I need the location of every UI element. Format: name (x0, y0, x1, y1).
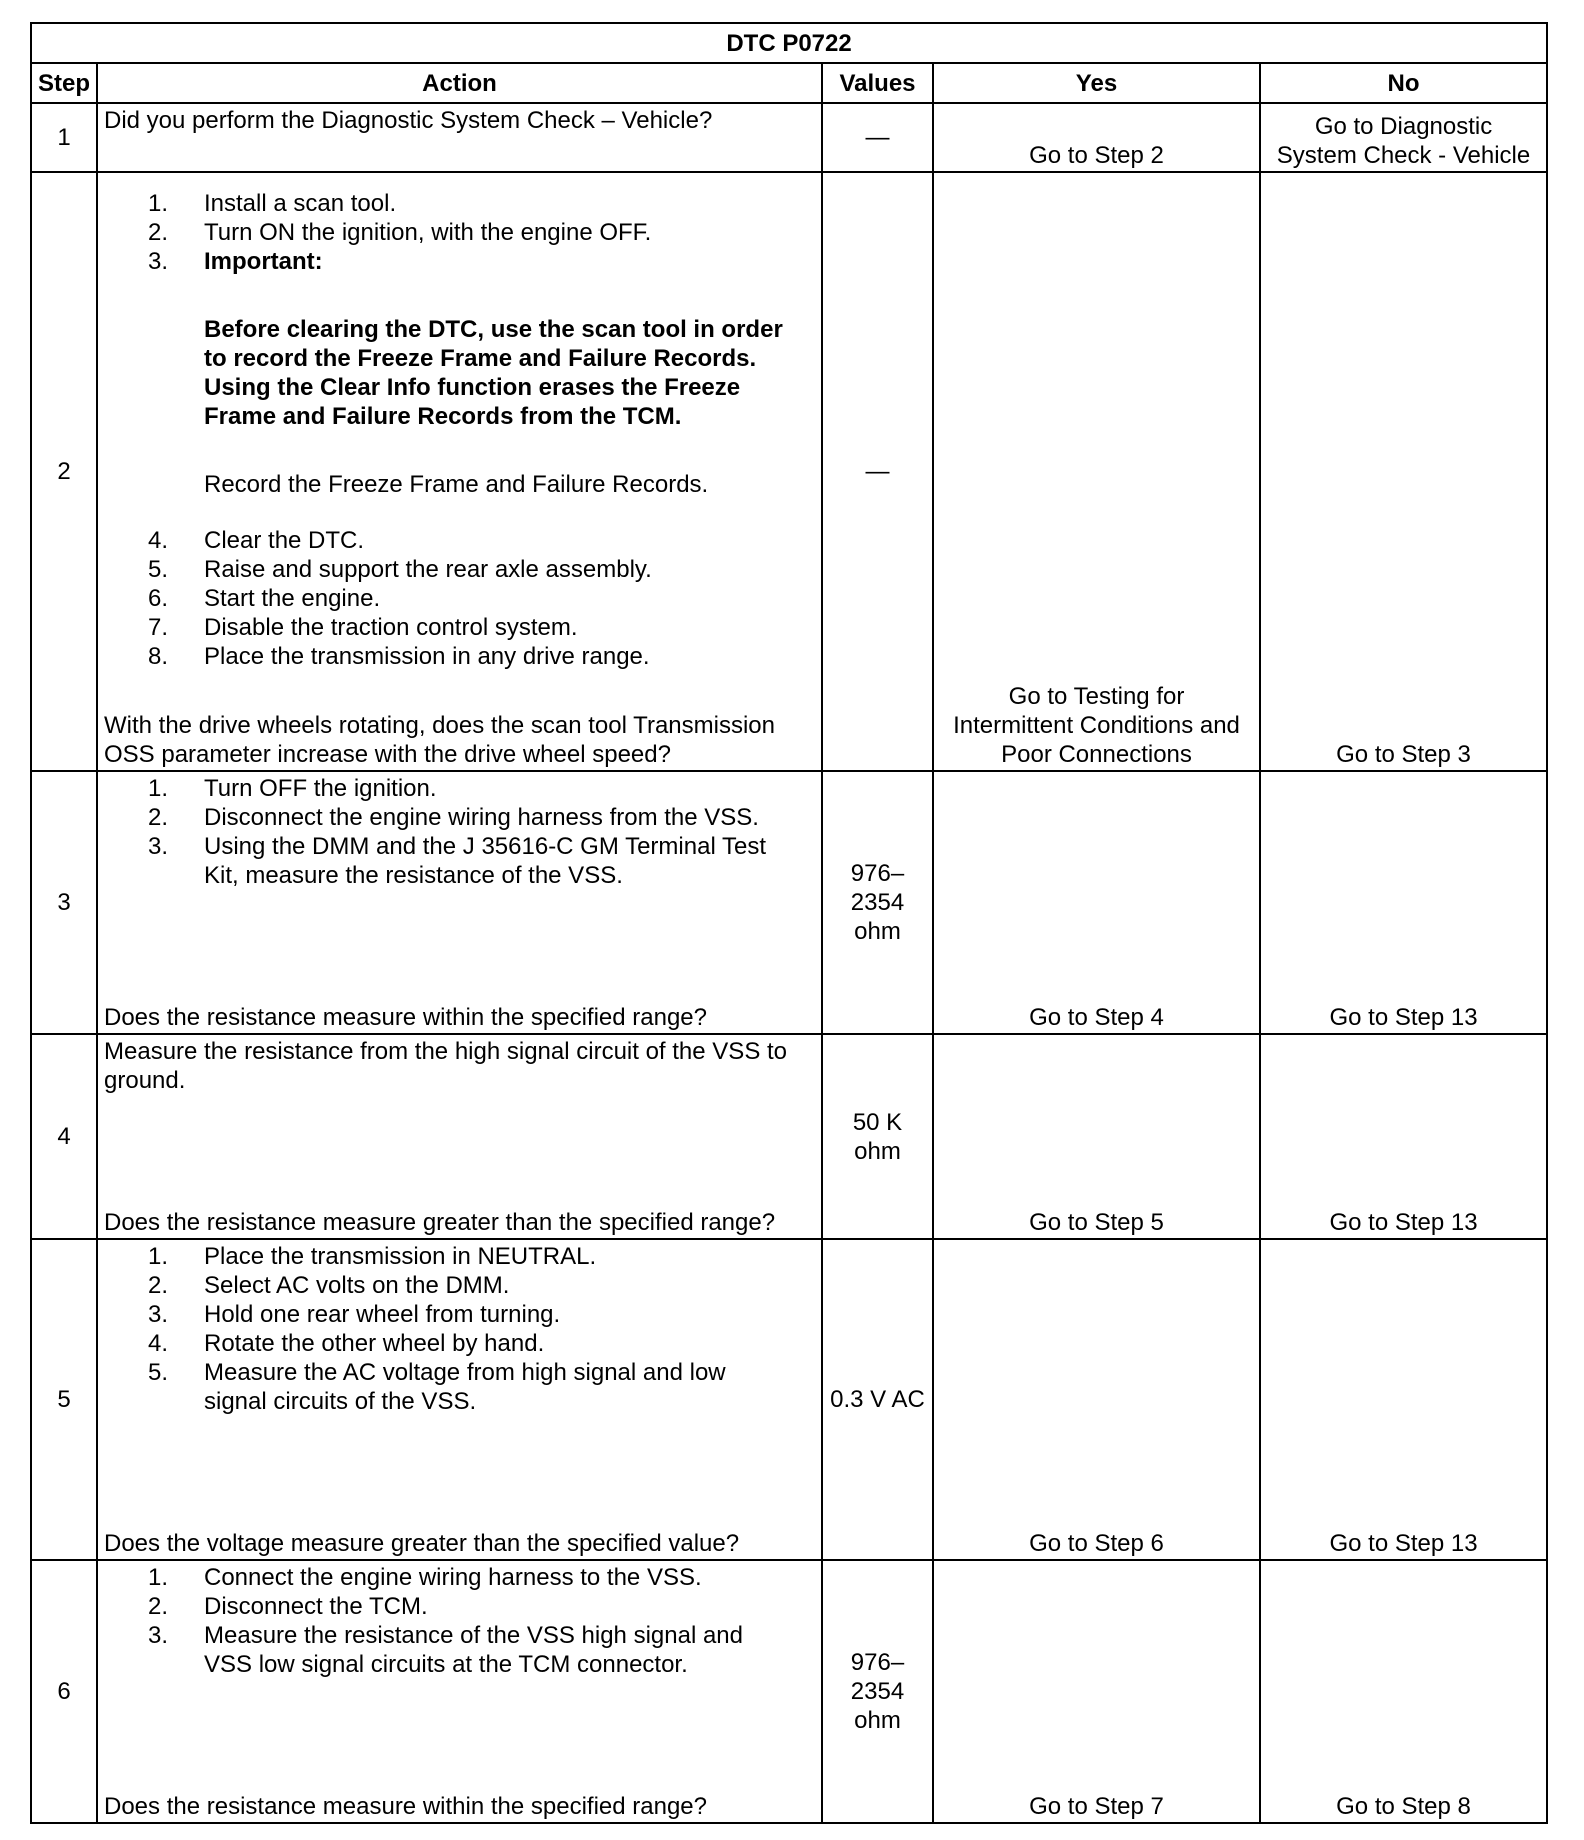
step-number: 3 (31, 771, 97, 1034)
question-text: Does the resistance measure within the specified range? (104, 1793, 707, 1820)
yes-cell: Go to Testing for Intermittent Conditions and Poor Connections (933, 172, 1260, 771)
list-item: 2. Disconnect the TCM. (147, 1593, 428, 1620)
list-item: 4. Clear the DTC. (147, 527, 365, 554)
step-list (104, 774, 815, 890)
no-cell: Go to Step 13 (1260, 1034, 1547, 1239)
table-row (31, 1239, 1547, 1560)
instruction-text: Measure the resistance from the high signal circuit of the VSS to ground. (104, 1038, 788, 1094)
list-item: 1. Turn OFF the ignition. (147, 775, 437, 802)
step-number: 1 (31, 103, 97, 172)
no-cell: Go to Step 13 (1260, 1239, 1547, 1560)
yes-cell: Go to Step 6 (933, 1239, 1260, 1560)
yes-cell: Go to Step 7 (933, 1560, 1260, 1823)
header-no: No (1260, 63, 1547, 103)
yes-cell: Go to Step 2 (933, 103, 1260, 172)
step-list (104, 189, 815, 276)
table-row (31, 771, 1547, 1034)
important-note: Before clearing the DTC, use the scan tool in order to record the Freeze Frame and Failure Records. Using the Clear Info function erases the Freeze Frame and Failure Records from the TCM. (204, 316, 783, 430)
question-text: Does the voltage measure greater than the specified value? (104, 1530, 740, 1557)
list-item: 1. Place the transmission in NEUTRAL. (147, 1243, 597, 1270)
yes-cell: Go to Step 4 (933, 771, 1260, 1034)
no-cell: Go to Step 13 (1260, 771, 1547, 1034)
action-cell (97, 172, 822, 771)
yes-cell: Go to Step 5 (933, 1034, 1260, 1239)
question-text: With the drive wheels rotating, does the scan tool Transmission OSS parameter increase with the drive wheel speed? (104, 712, 775, 768)
list-item: 3. Hold one rear wheel from turning. (147, 1301, 561, 1328)
no-cell: Go to Step 3 (1260, 172, 1547, 771)
list-item: 3. Using the DMM and the J 35616-C GM Terminal Test Kit, measure the resistance of the VSS. (147, 833, 767, 889)
list-item: 4. Rotate the other wheel by hand. (147, 1330, 545, 1357)
list-item: 8. Place the transmission in any drive range. (147, 643, 650, 670)
value-cell: — (822, 172, 933, 771)
header-values: Values (822, 63, 933, 103)
list-item: 3. Important: (147, 248, 323, 275)
step-list (104, 526, 815, 671)
title-row (31, 23, 1547, 63)
list-item: 2. Disconnect the engine wiring harness from the VSS. (147, 804, 759, 831)
list-item: 2. Turn ON the ignition, with the engine OFF. (147, 219, 652, 246)
no-cell: Go to Step 8 (1260, 1560, 1547, 1823)
action-cell (97, 1034, 822, 1239)
question-text: Does the resistance measure greater than the specified range? (104, 1209, 776, 1236)
step-number: 2 (31, 172, 97, 771)
list-item: 6. Start the engine. (147, 585, 381, 612)
no-line: System Check - Vehicle (1276, 142, 1531, 169)
list-item: 1. Connect the engine wiring harness to the VSS. (147, 1564, 702, 1591)
action-cell (97, 1239, 822, 1560)
table-row (31, 172, 1547, 771)
table-row (31, 1560, 1547, 1823)
value-cell: 0.3 V AC (822, 1239, 933, 1560)
table-row (31, 1034, 1547, 1239)
no-line: Go to Diagnostic (1314, 113, 1493, 140)
header-step: Step (31, 63, 97, 103)
value-cell: 50 K ohm (822, 1034, 933, 1239)
step-number: 6 (31, 1560, 97, 1823)
question-text: Does the resistance measure within the specified range? (104, 1004, 707, 1031)
action-cell (97, 103, 822, 172)
action-cell (97, 771, 822, 1034)
table-title: DTC P0722 (31, 23, 1547, 63)
step-number: 5 (31, 1239, 97, 1560)
list-item: 1. Install a scan tool. (147, 190, 397, 217)
table-row (31, 103, 1547, 172)
step-list (104, 1563, 815, 1679)
list-item: 3. Measure the resistance of the VSS high signal and VSS low signal circuits at the TCM connector. (147, 1622, 743, 1678)
header-action: Action (97, 63, 822, 103)
question-text: Did you perform the Diagnostic System Check – Vehicle? (104, 107, 713, 134)
header-row (31, 63, 1547, 103)
value-cell: 976– 2354 ohm (822, 771, 933, 1034)
list-item: 5. Measure the AC voltage from high signal and low signal circuits of the VSS. (147, 1359, 726, 1415)
list-item: 7. Disable the traction control system. (147, 614, 578, 641)
step-number: 4 (31, 1034, 97, 1239)
action-cell (97, 1560, 822, 1823)
step-list (104, 1242, 815, 1416)
header-yes: Yes (933, 63, 1260, 103)
record-instruction: Record the Freeze Frame and Failure Records. (204, 471, 709, 498)
value-cell: 976– 2354 ohm (822, 1560, 933, 1823)
dtc-table (30, 22, 1548, 1824)
list-item: 2. Select AC volts on the DMM. (147, 1272, 510, 1299)
no-cell (1260, 103, 1547, 172)
list-item: 5. Raise and support the rear axle assembly. (147, 556, 652, 583)
value-cell: — (822, 103, 933, 172)
